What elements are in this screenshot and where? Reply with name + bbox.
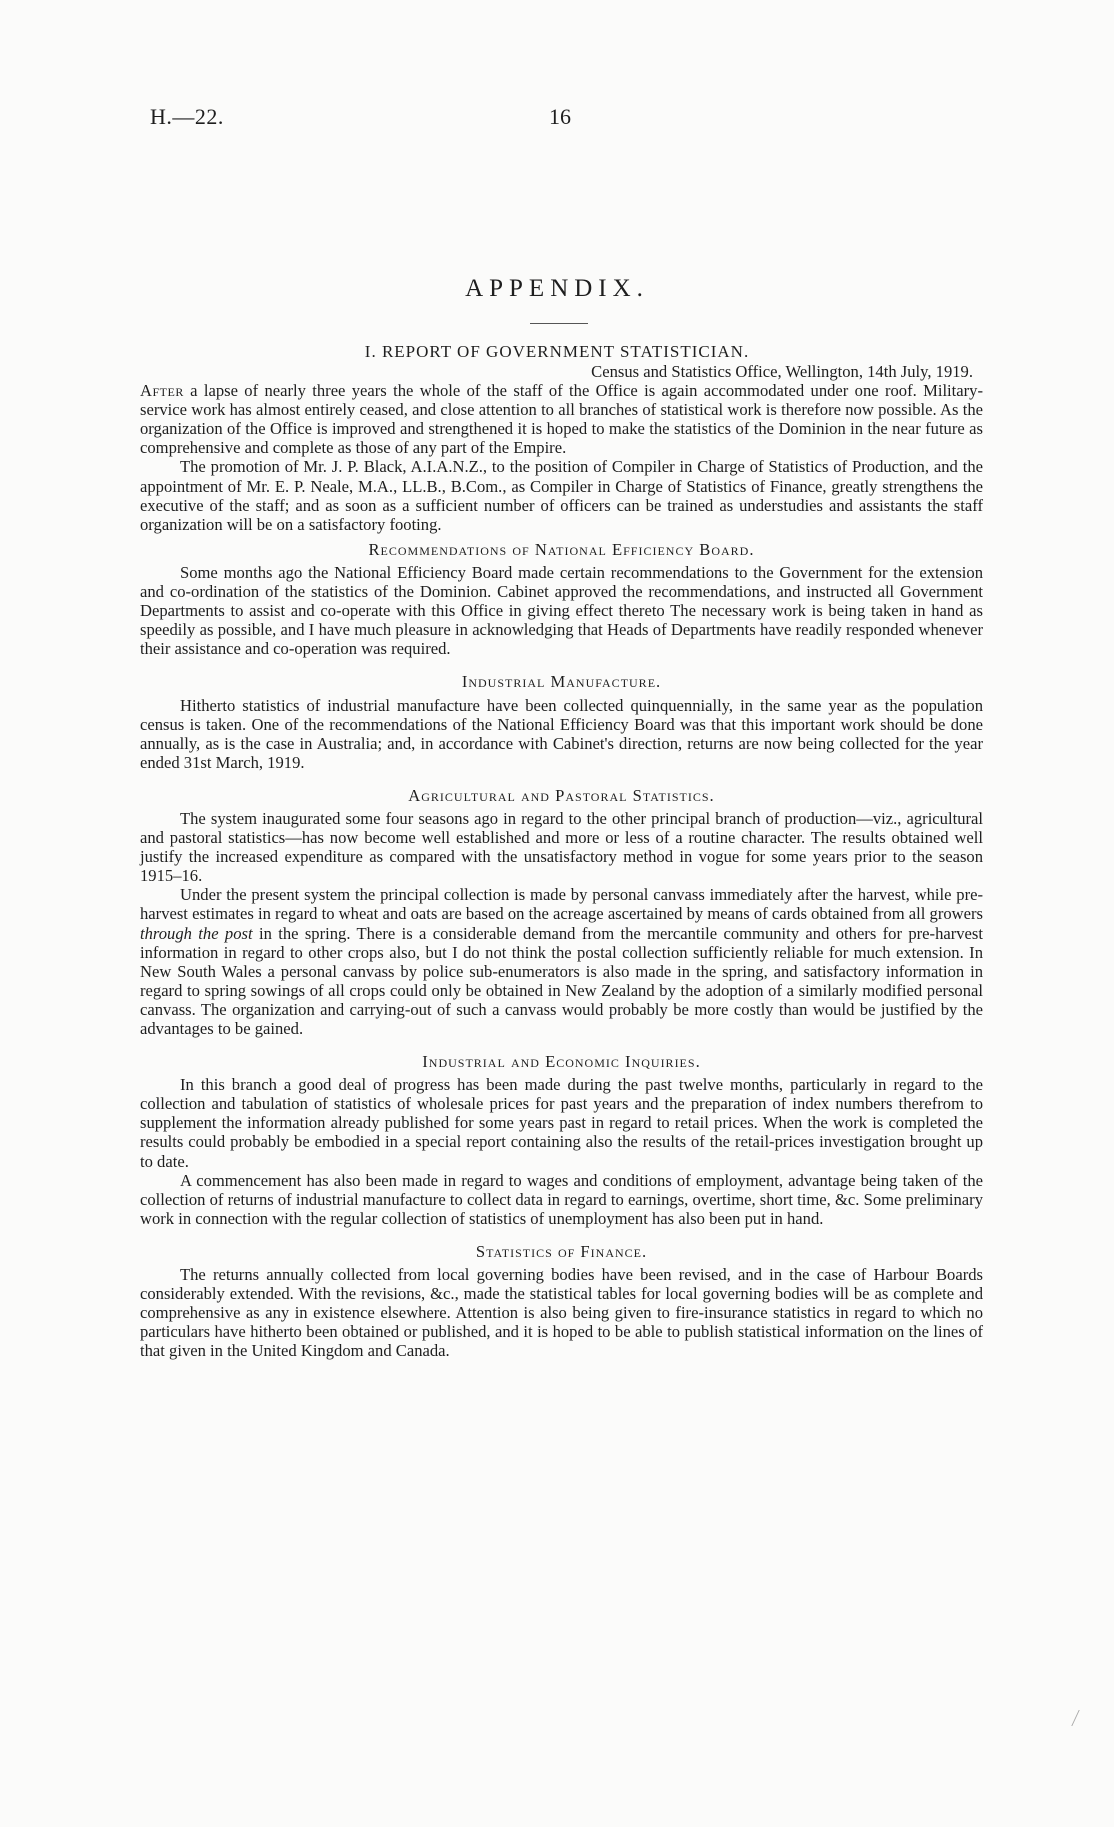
economic-paragraph-1: In this branch a good deal of progress has been made during the past twelve months, particularly in regard to the collection and tabulation of statistics of wholesale prices for past years and the preparation of index numbers therefrom to supplement the information already published for some years past in regard to retail prices. When the work is completed the results could probably be embodied in a special report containing also the results of the retail-prices investigation brought up to date. bbox=[140, 1075, 983, 1171]
document-reference: H.—22. bbox=[150, 104, 224, 129]
report-body bbox=[140, 362, 983, 1361]
agricultural-paragraph-2 bbox=[140, 885, 983, 1038]
report-title: I. REPORT OF GOVERNMENT STATISTICIAN. bbox=[364, 342, 750, 361]
efficiency-paragraph-1: Some months ago the National Efficiency Board made certain recommendations to the Government for the extension and co-ordination of the statistics of the Dominion. Cabinet approved the recommendations, and instructed all Government Departments to assist and co-operate with this Office in giving effect thereto The necessary work is being taken in hand as speedily as possible, and I have much pleasure in acknowledging that Heads of Departments have readily responded whenever their assistance and co-operation was required. bbox=[140, 562, 983, 659]
margin-mark bbox=[1071, 1710, 1087, 1726]
heading-statistics-finance: Statistics of Finance. bbox=[475, 1241, 648, 1261]
agricultural-paragraph-2-a: Under the present system the principal collection is made by personal canvass immediately after the harvest, while pre-harvest estimates in regard to wheat and oats are based on the acreage ascertained by means of cards obtained from all growers bbox=[140, 885, 983, 924]
manufacture-paragraph-1: Hitherto statistics of industrial manufacture have been collected quinquennially, in the same year as the population census is taken. One of the recommendations of the National Efficiency Board was that this important work should be done annually, as is the case in Australia; and, in accordance with Cabinet's direction, returns are now being collected for the year ended 31st March, 1919. bbox=[140, 695, 983, 772]
page-number: 16 bbox=[549, 104, 571, 129]
dateline: Census and Statistics Office, Wellington, 14th July, 1919. bbox=[591, 362, 973, 381]
heading-industrial-manufacture: Industrial Manufacture. bbox=[461, 672, 662, 692]
heading-agricultural-pastoral: Agricultural and Pastoral Statistics. bbox=[408, 785, 715, 805]
intro-paragraph-1-text: a lapse of nearly three years the whole of the staff of the Office is again accommodated under one roof. Military-service work has almost entirely ceased, and close attention to all branches of statistical work is therefore now possible. As the organization of the Office is improved and strengthened it is hoped to make the statistics of the Dominion in the near future as comprehensive and complete as those of any part of the Empire. bbox=[140, 381, 983, 458]
economic-paragraph-2: A commencement has also been made in regard to wages and conditions of employment, advantage being taken of the collection of returns of industrial manufacture to collect data in regard to earnings, overtime, short time, &c. Some preliminary work in connection with the regular collection of statistics of unemployment has also been put in hand. bbox=[140, 1170, 983, 1228]
heading-efficiency-board: Recommendations of National Efficiency Board. bbox=[368, 539, 755, 559]
lead-word: After bbox=[140, 381, 184, 401]
finance-paragraph-1: The returns annually collected from local governing bodies have been revised, and in the case of Harbour Boards considerably extended. With the revisions, &c., made the statistical tables for local governing bodies will be as complete and comprehensive as any in existence elsewhere. Attention is also being given to fire-insurance statistics in regard to which no particulars have hitherto been obtained or published, and it is hoped to be able to publish statistical information on the lines of that given in the United Kingdom and Canada. bbox=[140, 1265, 983, 1361]
intro-paragraph-2: The promotion of Mr. J. P. Black, A.I.A.N.Z., to the position of Compiler in Charge of Statistics of Production, and the appointment of Mr. E. P. Neale, M.A., LL.B., B.Com., as Compiler in Charge of Statistics of Finance, greatly strengthens the executive of the staff; and as soon as a sufficient number of officers can be trained as understudies and assistants the staff organization will be on a satisfactory footing. bbox=[140, 457, 983, 534]
agricultural-paragraph-2-b: in the spring. There is a considerable demand from the mercantile community and others for pre-harvest information in regard to other crops also, but I do not think the postal collection sufficiently reliable for much extension. In New South Wales a personal canvass by police sub-enumerators is also made in the spring, and satisfactory information in regard to spring sowings of all crops could only be obtained in New Zealand by the adoption of a similarly modified personal canvass. The organization and carrying-out of such a canvass would probably be more costly than would be justified by the advantages to be gained. bbox=[140, 923, 983, 1038]
agricultural-paragraph-1: The system inaugurated some four seasons ago in regard to the other principal branch of production—viz., agricultural and pastoral statistics—has now become well established and more or less of a routine character. The results obtained well justify the increased expenditure as compared with the unsatisfactory method in vogue for some years prior to the season 1915–16. bbox=[140, 808, 983, 886]
title-divider bbox=[530, 323, 588, 324]
heading-industrial-economic: Industrial and Economic Inquiries. bbox=[422, 1052, 701, 1072]
agricultural-paragraph-2-em: through the post bbox=[140, 923, 253, 943]
intro-paragraph-1 bbox=[140, 381, 983, 457]
appendix-title: APPENDIX. bbox=[465, 275, 649, 302]
